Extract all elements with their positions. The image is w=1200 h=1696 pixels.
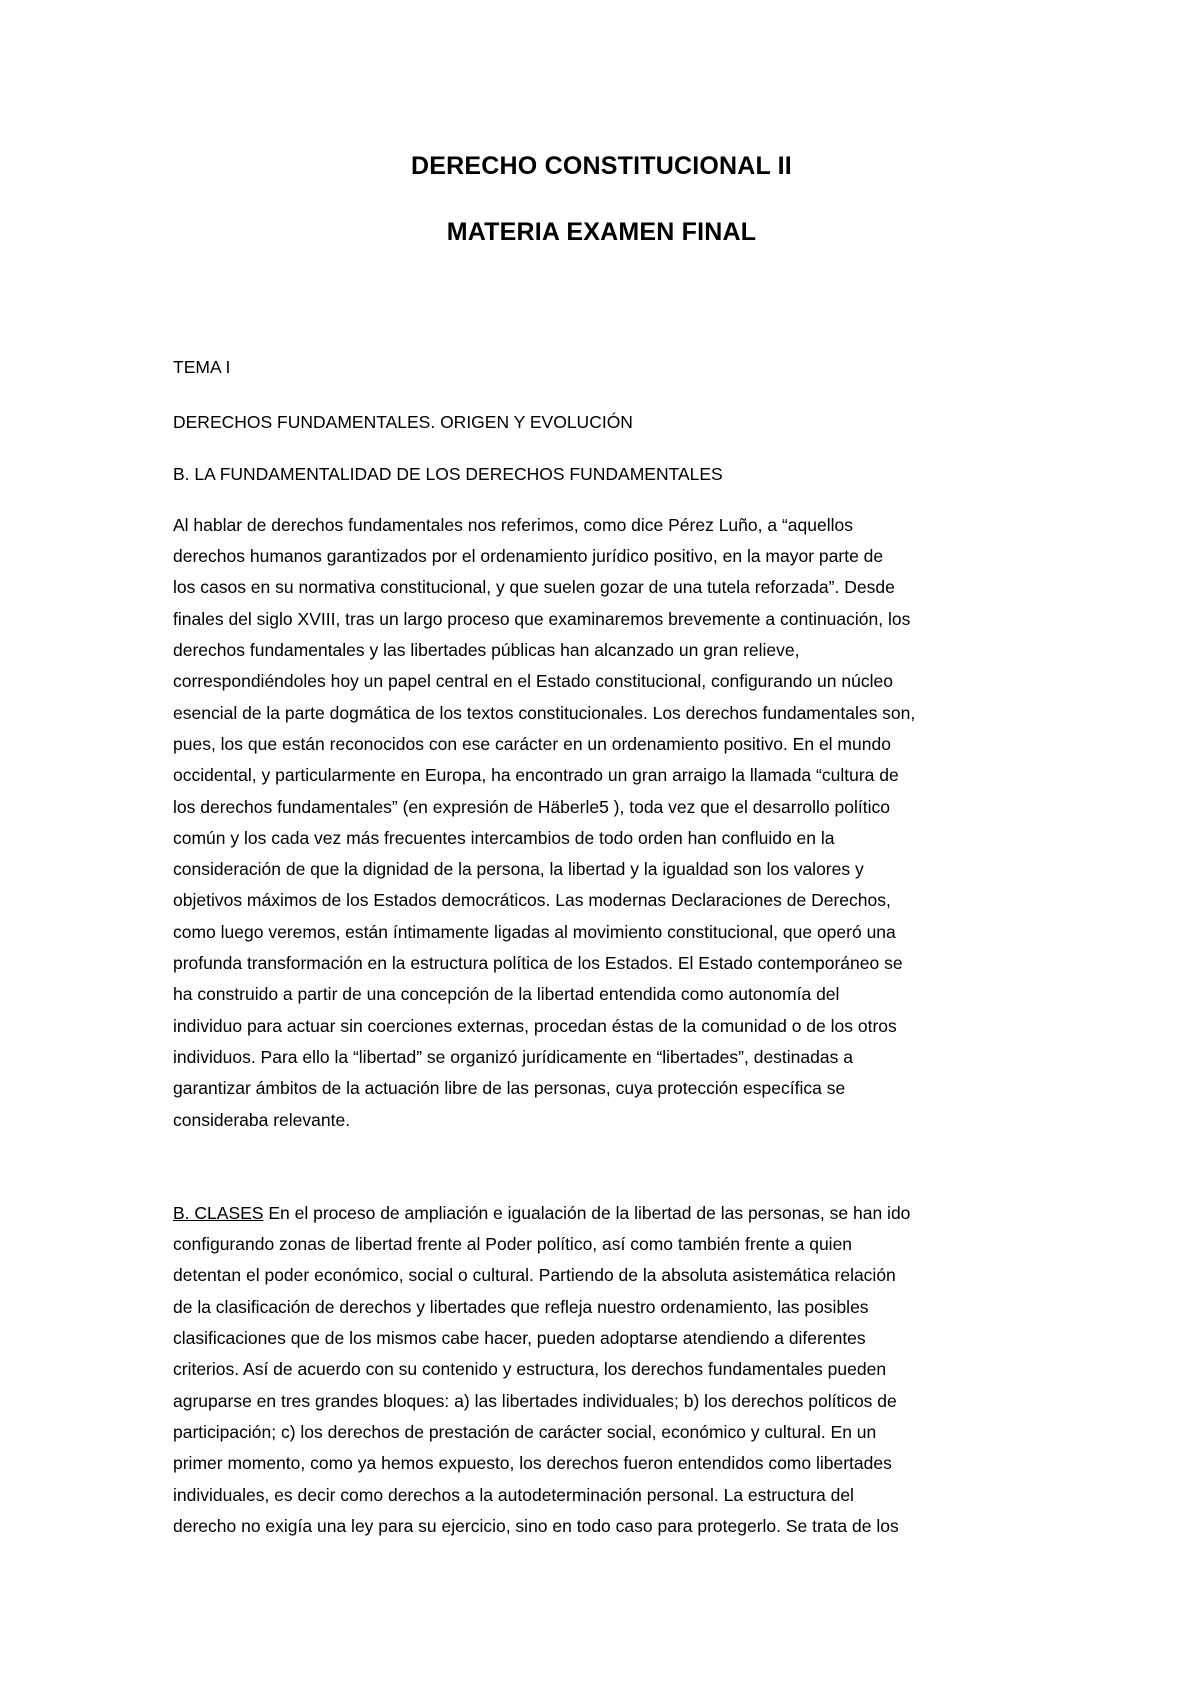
paragraph-line: los casos en su normativa constitucional, y que suelen gozar de una tutela reforzada”. Desde <box>173 577 895 598</box>
paragraph-line: los derechos fundamentales” (en expresión de Häberle5 ), toda vez que el desarrollo político <box>173 796 890 817</box>
paragraph-line: como luego veremos, están íntimamente ligadas al movimiento constitucional, que operó una <box>173 921 896 942</box>
tema-heading: TEMA I <box>173 357 231 377</box>
paragraph-line: objetivos máximos de los Estados democráticos. Las modernas Declaraciones de Derechos, <box>173 890 891 911</box>
paragraph-line: garantizar ámbitos de la actuación libre de las personas, cuya protección específica se <box>173 1078 846 1099</box>
document-title: DERECHO CONSTITUCIONAL II <box>411 152 792 180</box>
paragraph-line: agruparse en tres grandes bloques: a) las libertades individuales; b) los derechos políticos de <box>173 1390 897 1411</box>
paragraph-line <box>173 1198 1030 1229</box>
paragraph-line: participación; c) los derechos de prestación de carácter social, económico y cultural. En un <box>173 1421 877 1442</box>
paragraph-line: pues, los que están reconocidos con ese carácter en un ordenamiento positivo. En el mundo <box>173 733 891 754</box>
paragraph-line: ha construido a partir de una concepción de la libertad entendida como autonomía del <box>173 984 840 1005</box>
paragraph-line: consideraba relevante. <box>173 1109 351 1130</box>
document-subtitle: MATERIA EXAMEN FINAL <box>446 218 757 246</box>
paragraph-line: de la clasificación de derechos y libertades que refleja nuestro ordenamiento, las posibles <box>173 1296 869 1317</box>
paragraph-line: criterios. Así de acuerdo con su contenido y estructura, los derechos fundamentales pueden <box>173 1359 887 1380</box>
paragraph-line: derechos humanos garantizados por el ordenamiento jurídico positivo, en la mayor parte de <box>173 546 884 567</box>
clases-first-line-text: En el proceso de ampliación e igualación de la libertad de las personas, se han ido <box>263 1202 911 1223</box>
paragraph-clases <box>173 1198 1030 1542</box>
section-heading-fundamentalidad: B. LA FUNDAMENTALIDAD DE LOS DERECHOS FUNDAMENTALES <box>173 463 723 484</box>
paragraph-line: individuos. Para ello la “libertad” se organizó jurídicamente en “libertades”, destinadas a <box>173 1046 853 1067</box>
paragraph-line: Al hablar de derechos fundamentales nos referimos, como dice Pérez Luño, a “aquellos <box>173 514 853 535</box>
paragraph-line: primer momento, como ya hemos expuesto, los derechos fueron entendidos como libertades <box>173 1453 892 1474</box>
paragraph-line: configurando zonas de libertad frente al Poder político, así como también frente a quien <box>173 1234 853 1255</box>
clases-label: B. CLASES <box>173 1202 264 1223</box>
paragraph-line: finales del siglo XVIII, tras un largo proceso que examinaremos brevemente a continuación, los <box>173 608 911 629</box>
paragraph-line: individuo para actuar sin coerciones externas, procedan éstas de la comunidad o de los otros <box>173 1015 897 1036</box>
paragraph-fundamentalidad <box>173 510 1030 1136</box>
paragraph-line: derechos fundamentales y las libertades públicas han alcanzado un gran relieve, <box>173 640 800 661</box>
paragraph-line: profunda transformación en la estructura política de los Estados. El Estado contemporáneo se <box>173 953 903 974</box>
paragraph-line: occidental, y particularmente en Europa, ha encontrado un gran arraigo la llamada “cultura de <box>173 765 899 786</box>
paragraph-line: correspondiéndoles hoy un papel central en el Estado constitucional, configurando un núcleo <box>173 671 893 692</box>
paragraph-line: detentan el poder económico, social o cultural. Partiendo de la absoluta asistemática relación <box>173 1265 896 1286</box>
paragraph-line: consideración de que la dignidad de la persona, la libertad y la igualdad son los valores y <box>173 859 864 880</box>
paragraph-line: derecho no exigía una ley para su ejercicio, sino en todo caso para protegerlo. Se trata de los <box>173 1515 899 1536</box>
paragraph-line: común y los cada vez más frecuentes intercambios de todo orden han confluido en la <box>173 827 835 848</box>
paragraph-line: esencial de la parte dogmática de los textos constitucionales. Los derechos fundamentales son, <box>173 702 916 723</box>
paragraph-line: clasificaciones que de los mismos cabe hacer, pueden adoptarse atendiendo a diferentes <box>173 1328 866 1349</box>
section-heading-origin: DERECHOS FUNDAMENTALES. ORIGEN Y EVOLUCIÓN <box>173 412 633 433</box>
paragraph-line: individuales, es decir como derechos a la autodeterminación personal. La estructura del <box>173 1484 854 1505</box>
